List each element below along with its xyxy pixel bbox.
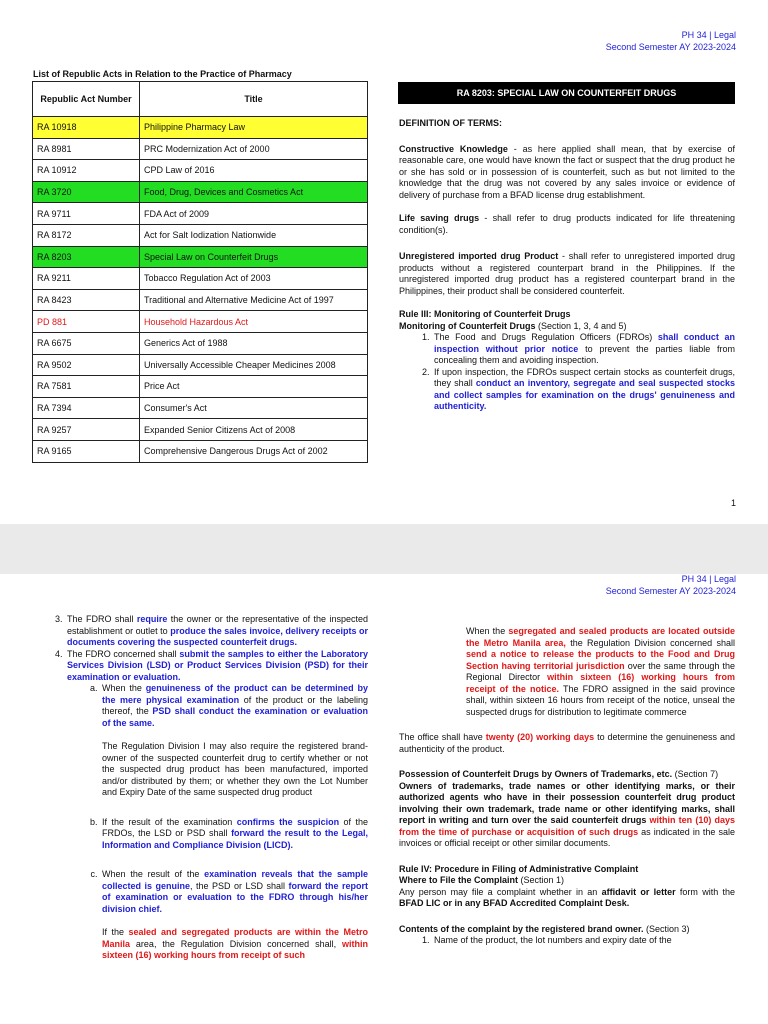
monitoring-steps-continued — [32, 614, 368, 962]
term: Unregistered imported drug Product — [399, 251, 559, 261]
contents-heading — [399, 924, 735, 936]
text: area, the Regulation Division concerned shall, — [130, 938, 342, 949]
table-row — [33, 224, 368, 246]
act-title: CPD Law of 2016 — [140, 160, 368, 182]
act-number: RA 7394 — [33, 397, 140, 419]
act-title: Universally Accessible Cheaper Medicines 2008 — [140, 354, 368, 376]
table-row — [33, 332, 368, 354]
emphasis-red: twenty (20) working days — [485, 732, 595, 742]
text: The FDRO concerned shall — [67, 648, 180, 659]
right-column — [399, 626, 735, 947]
emphasis-red: within sixteen (16) working hours from receipt of such — [102, 938, 368, 960]
definition-unregistered-imported — [399, 251, 735, 297]
sub-step-item — [100, 683, 368, 799]
possession-heading — [399, 769, 735, 781]
act-title: Consumer's Act — [140, 397, 368, 419]
text: as indicated in the sale invoices or official receipt or other similar documents. — [399, 826, 735, 848]
act-title: Philippine Pharmacy Law — [140, 117, 368, 139]
table-row — [33, 289, 368, 311]
act-title: Comprehensive Dangerous Drugs Act of 2002 — [140, 440, 368, 462]
table-row — [33, 138, 368, 160]
act-title: Household Hazardous Act — [140, 311, 368, 333]
step-item — [432, 332, 735, 367]
text: to determine the genuineness and authenticity of the product. — [399, 732, 736, 754]
section-banner: RA 8203: SPECIAL LAW ON COUNTERFEIT DRUGS — [398, 82, 735, 104]
act-title: Special Law on Counterfeit Drugs — [140, 246, 368, 268]
section-ref: (Section 7) — [672, 769, 719, 779]
table-title: List of Republic Acts in Relation to the Practice of Pharmacy — [33, 69, 292, 79]
sub-step-paragraph — [102, 927, 368, 962]
office-days-paragraph — [399, 732, 735, 755]
emphasis-red: segregated and sealed products are located outside the Metro Manila area, — [466, 626, 735, 648]
term: Constructive Knowledge — [399, 143, 508, 154]
emphasis: forward the result to the Legal, Information and Compliance Division (LICD). — [102, 828, 369, 850]
definition-life-saving-drugs — [399, 213, 735, 236]
emphasis-red: send a notice to release the products to the Food and Drug Section having territorial jurisdiction — [466, 649, 735, 671]
emphasis: PSD shall conduct the examination or evaluation of the same. — [102, 706, 368, 728]
table-row — [33, 397, 368, 419]
step-item — [65, 614, 368, 649]
table-row — [33, 117, 368, 139]
rule3-sub-ref: (Section 1, 3, 4 and 5) — [535, 320, 627, 331]
table-row — [33, 354, 368, 376]
table-row — [33, 376, 368, 398]
table-row — [33, 160, 368, 182]
rule4-subheading — [399, 875, 735, 887]
emphasis: submit the samples to either the Laboratory Services Division (LSD) or Product Services Division (PSD) for their examination or evaluation. — [67, 648, 368, 682]
text: The Food and Drugs Regulation Officers (FDROs) — [434, 332, 658, 342]
text: If upon inspection, the FDROs suspect certain stocks as counterfeit drugs, they shall — [434, 366, 735, 388]
page-number: 1 — [730, 498, 736, 508]
text: the Regulation Division concerned shall — [565, 637, 735, 648]
act-number: RA 10912 — [33, 160, 140, 182]
text: The FDRO assigned in the said province shall, within sixteen 16 hours from receipt of the notice, unseal the suspected drugs for distribution to legitimate commerce — [466, 683, 735, 717]
page-separator — [0, 524, 768, 574]
act-number: RA 6675 — [33, 332, 140, 354]
text: The office shall have — [399, 732, 486, 742]
act-number: RA 9165 — [33, 440, 140, 462]
column-header-number: Republic Act Number — [33, 82, 140, 117]
rule4-paragraph — [399, 887, 735, 910]
act-title: Generics Act of 1988 — [140, 332, 368, 354]
definition-text: - shall refer to unregistered imported drug products without a registered counterpart brand in the Philippines. If the unregistered imported drug product has a registered counterpart brand in the Philippines, their product shall be considered counterfeit. — [399, 251, 735, 296]
sub-step-paragraph: The Regulation Division I may also require the registered brand-owner of the suspected counterfeit drug to certify whether or not the suspected drug product has been manufactured, imported and/or distributed by them; or whether they own the Lot Number and Expiry Date of the same suspected drug product — [102, 741, 368, 797]
header-course: PH 34 | Legal — [681, 574, 736, 584]
act-number: RA 10918 — [33, 117, 140, 139]
heading: Contents of the complaint by the registered brand owner. — [399, 923, 644, 934]
act-title: Act for Salt Iodization Nationwide — [140, 224, 368, 246]
monitoring-steps — [399, 332, 735, 413]
emphasis: genuineness of the product can be determined by the mere physical examination — [102, 683, 368, 705]
act-title: Tobacco Regulation Act of 2003 — [140, 268, 368, 290]
document-page-2 — [0, 574, 768, 1024]
rule3-sub-title: Monitoring of Counterfeit Drugs — [399, 320, 536, 331]
act-number: RA 9711 — [33, 203, 140, 225]
definition-text: - as here applied shall mean, that by exercise of reasonable care, one would have known the fact or suspect that the drug product he or she has sold or in possession of is counterfeit, such as but not limited to the knowledge that the drug was not covered by any sales invoice or evidence of delivery of purchase from a BFAD license drug establishment. — [399, 143, 736, 200]
text: If the result of the examination — [102, 816, 237, 827]
definitions-section — [399, 118, 735, 413]
act-number: RA 9211 — [33, 268, 140, 290]
text: , the PSD or LSD shall — [190, 880, 289, 891]
table-row — [33, 246, 368, 268]
definitions-heading: DEFINITION OF TERMS: — [399, 118, 502, 128]
heading: Possession of Counterfeit Drugs by Owners of Trademarks, etc. — [399, 769, 673, 779]
emphasis: confirms the suspicion — [236, 816, 340, 827]
rule4-heading: Rule IV: Procedure in Filing of Administrative Complaint — [399, 863, 639, 874]
emphasis-red: sealed and segregated products are within the Metro Manila — [102, 927, 368, 949]
act-number: RA 8981 — [33, 138, 140, 160]
text: the owner or the representative of the inspected establishment or outlet to — [67, 614, 368, 636]
emphasis: produce the sales invoice, delivery receipts or documents covering the suspected counterfeit drugs. — [67, 625, 368, 647]
section-ref: (Section 1) — [518, 875, 565, 885]
text: If the — [102, 927, 129, 937]
text: to prevent the parties liable from concealing them and avoiding inspection. — [434, 343, 735, 365]
definition-text: - shall refer to drug products indicated for life threatening condition(s). — [399, 213, 736, 235]
act-title: Price Act — [140, 376, 368, 398]
term: Life saving drugs — [399, 213, 480, 223]
bold-text: BFAD LIC or in any BFAD Accredited Complaint Desk. — [399, 898, 630, 908]
text: The FDRO shall — [67, 614, 137, 624]
act-number: RA 8423 — [33, 289, 140, 311]
act-number: RA 9502 — [33, 354, 140, 376]
bold-text: affidavit or letter — [601, 886, 676, 897]
act-number: RA 8172 — [33, 224, 140, 246]
act-number: RA 3720 — [33, 181, 140, 203]
text: When the — [102, 683, 146, 693]
header-semester: Second Semester AY 2023-2024 — [605, 41, 736, 52]
header-course: PH 34 | Legal — [681, 30, 736, 40]
section-ref: (Section 3) — [643, 923, 690, 934]
table-row — [33, 311, 368, 333]
act-number: RA 9257 — [33, 419, 140, 441]
definition-constructive-knowledge — [399, 144, 735, 202]
text: of the product or the labeling thereof, the — [102, 694, 368, 716]
emphasis: forward the report of examination or evaluation to the FDRO through his/her division chief. — [102, 880, 368, 914]
page-header — [606, 30, 736, 53]
act-title: Traditional and Alternative Medicine Act of 1997 — [140, 289, 368, 311]
emphasis: examination reveals that the sample collected is genuine — [102, 869, 368, 891]
left-column — [32, 614, 368, 962]
republic-acts-table — [32, 81, 368, 463]
page-header — [606, 574, 736, 597]
contents-list — [399, 935, 735, 947]
act-title: Food, Drug, Devices and Cosmetics Act — [140, 181, 368, 203]
text: of the FRDOs, the LSD or PSD shall — [102, 816, 368, 838]
emphasis-red: within sixteen (16) working hours from receipt of the notice. — [466, 672, 735, 694]
header-semester: Second Semester AY 2023-2024 — [605, 585, 736, 596]
text: form with the — [675, 886, 735, 897]
table-row — [33, 419, 368, 441]
emphasis: require — [136, 614, 168, 624]
rule3-subheading — [399, 321, 735, 333]
emphasis-red: within ten (10) days from the time of purchase or acquisition of such drugs — [399, 815, 735, 837]
emphasis: shall conduct an inspection without prior notice — [434, 332, 735, 354]
step-item — [65, 649, 368, 962]
table-header-row — [33, 82, 368, 117]
rule3-heading: Rule III: Monitoring of Counterfeit Drugs — [399, 309, 571, 319]
contents-item: 1. Name of the product, the lot numbers and expiry date of the — [432, 935, 735, 947]
table-body — [33, 117, 368, 463]
text: When the result of the — [102, 869, 205, 879]
act-title: PRC Modernization Act of 2000 — [140, 138, 368, 160]
table-row — [33, 268, 368, 290]
step-item — [432, 367, 735, 413]
sub-steps — [67, 683, 368, 962]
heading: Where to File the Complaint — [399, 875, 519, 885]
emphasis: conduct an inventory, segregate and seal suspected stocks and collect samples for examination on the drugs' genuineness and authenticity. — [434, 378, 735, 411]
possession-paragraph — [399, 781, 735, 850]
sub-step-item — [100, 817, 368, 852]
table-row — [33, 181, 368, 203]
table-row — [33, 203, 368, 225]
act-number: PD 881 — [33, 311, 140, 333]
text: over the same through the Regional Director — [466, 660, 735, 682]
column-header-title: Title — [140, 82, 368, 117]
bold-text: Owners of trademarks, trade names or other identifying marks, or their authorized agents who have in their possession counterfeit drug product involving their own trademark, trade name or other identifying marks, shall report in writing and turn over the said counterfeit drugs — [399, 780, 735, 825]
act-number: RA 7581 — [33, 376, 140, 398]
table-row — [33, 440, 368, 462]
text: Any person may file a complaint whether in an — [399, 886, 602, 897]
text: When the — [466, 626, 509, 636]
outside-metro-paragraph — [466, 626, 735, 718]
act-title: Expanded Senior Citizens Act of 2008 — [140, 419, 368, 441]
act-title: FDA Act of 2009 — [140, 203, 368, 225]
act-number: RA 8203 — [33, 246, 140, 268]
sub-step-item — [100, 869, 368, 962]
